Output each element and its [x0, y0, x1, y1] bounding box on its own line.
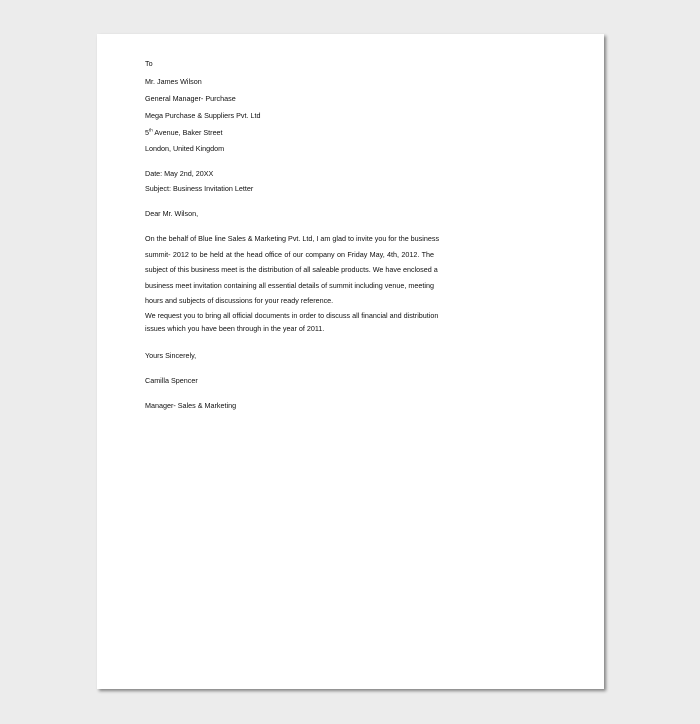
- salutation: Dear Mr. Wilson,: [145, 209, 199, 218]
- address-suffix: th: [149, 127, 153, 133]
- paragraph-line: subject of this business meet is the distribution of all saleable products. We have enclosed a: [145, 265, 438, 274]
- address-number: 5: [145, 128, 149, 137]
- paragraph-line: issues which you have been through in the year of 2011.: [145, 324, 325, 333]
- to-label: To: [145, 59, 153, 68]
- recipient-title: General Manager- Purchase: [145, 94, 236, 103]
- letter-page: [97, 34, 604, 689]
- paragraph-line: We request you to bring all official documents in order to discuss all financial and distribution: [145, 311, 439, 320]
- paragraph-line: business meet invitation containing all essential details of summit including venue, meeting: [145, 280, 434, 290]
- sender-name: Camilla Spencer: [145, 376, 198, 385]
- body-paragraph-1: [145, 231, 440, 309]
- sender-title: Manager- Sales & Marketing: [145, 401, 237, 410]
- body-paragraph-2: [145, 309, 439, 335]
- paragraph-line: On the behalf of Blue line Sales & Marketing Pvt. Ltd, I am glad to invite you for the business: [145, 234, 440, 243]
- letter-subject: Subject: Business Invitation Letter: [145, 184, 254, 193]
- address-street: Avenue, Baker Street: [152, 128, 223, 137]
- letter-date: Date: May 2nd, 20XX: [145, 169, 214, 178]
- recipient-city: London, United Kingdom: [145, 144, 225, 153]
- recipient-address: [145, 128, 223, 137]
- closing: Yours Sincerely,: [145, 351, 197, 360]
- paragraph-line: hours and subjects of discussions for your ready reference.: [145, 296, 334, 305]
- paragraph-line: summit- 2012 to be held at the head office of our company on Friday May, 4th, 2012. The: [145, 249, 434, 259]
- recipient-company: Mega Purchase & Suppliers Pvt. Ltd: [145, 111, 261, 120]
- recipient-name: Mr. James Wilson: [145, 77, 202, 86]
